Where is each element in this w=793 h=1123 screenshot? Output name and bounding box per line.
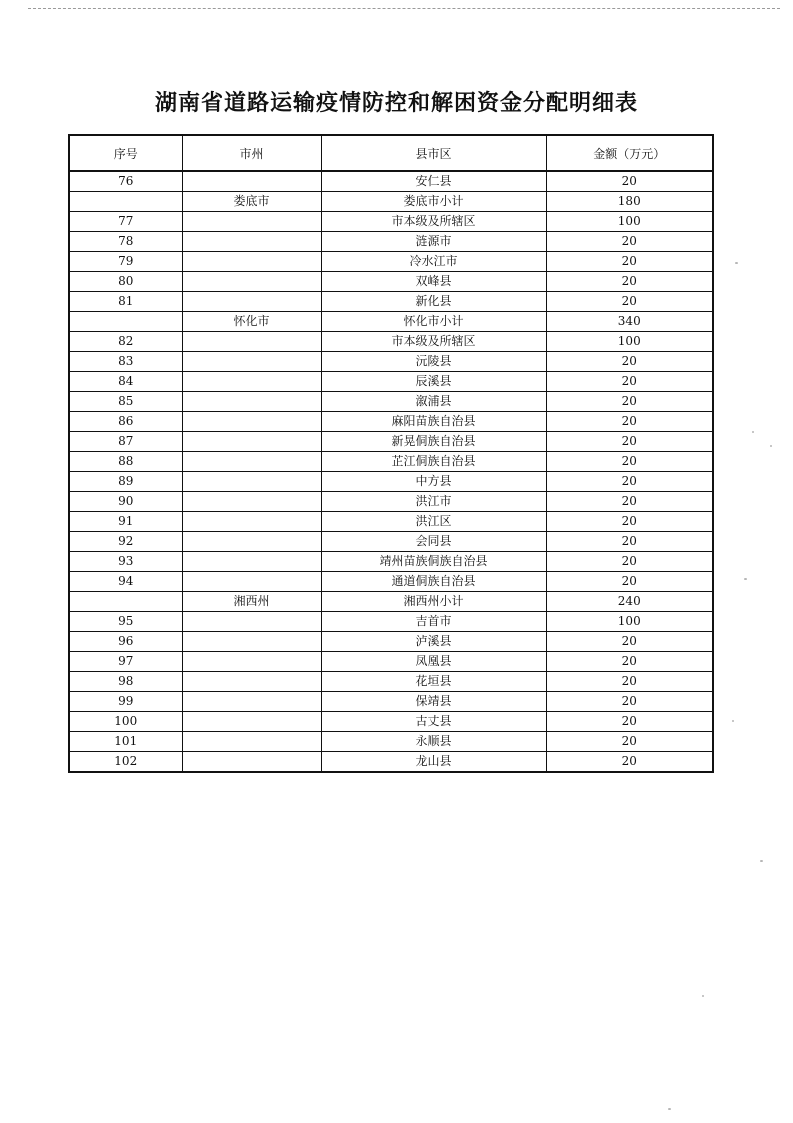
- county-cell: 怀化市小计: [321, 312, 546, 332]
- county-cell: 泸溪县: [321, 632, 546, 652]
- county-cell: 凤凰县: [321, 652, 546, 672]
- table-row: [69, 712, 713, 732]
- amount-cell: 20: [546, 692, 713, 712]
- table-row: [69, 192, 713, 212]
- table-row: [69, 732, 713, 752]
- county-cell: 洪江市: [321, 492, 546, 512]
- serial-number-cell: 93: [69, 552, 182, 572]
- header-amount: 金额（万元）: [546, 135, 713, 171]
- serial-number-cell: [69, 592, 182, 612]
- county-cell: 中方县: [321, 472, 546, 492]
- serial-number-cell: 83: [69, 352, 182, 372]
- city-cell: [182, 492, 321, 512]
- amount-cell: 20: [546, 392, 713, 412]
- serial-number-cell: 92: [69, 532, 182, 552]
- amount-cell: 20: [546, 432, 713, 452]
- amount-cell: 100: [546, 332, 713, 352]
- county-cell: 会同县: [321, 532, 546, 552]
- county-cell: 芷江侗族自治县: [321, 452, 546, 472]
- county-cell: 花垣县: [321, 672, 546, 692]
- county-cell: 沅陵县: [321, 352, 546, 372]
- amount-cell: 20: [546, 292, 713, 312]
- serial-number-cell: [69, 192, 182, 212]
- serial-number-cell: [69, 312, 182, 332]
- city-cell: [182, 632, 321, 652]
- county-cell: 古丈县: [321, 712, 546, 732]
- serial-number-cell: 100: [69, 712, 182, 732]
- amount-cell: 20: [546, 472, 713, 492]
- county-cell: 冷水江市: [321, 252, 546, 272]
- serial-number-cell: 89: [69, 472, 182, 492]
- amount-cell: 20: [546, 171, 713, 192]
- table-row: [69, 272, 713, 292]
- scan-speck: [702, 995, 704, 997]
- table-row: [69, 492, 713, 512]
- serial-number-cell: 85: [69, 392, 182, 412]
- city-cell: [182, 171, 321, 192]
- table-row: [69, 632, 713, 652]
- amount-cell: 20: [546, 252, 713, 272]
- county-cell: 保靖县: [321, 692, 546, 712]
- amount-cell: 340: [546, 312, 713, 332]
- amount-cell: 20: [546, 552, 713, 572]
- serial-number-cell: 79: [69, 252, 182, 272]
- amount-cell: 20: [546, 712, 713, 732]
- table-row: [69, 612, 713, 632]
- county-cell: 溆浦县: [321, 392, 546, 412]
- table-row: [69, 692, 713, 712]
- city-cell: [182, 712, 321, 732]
- scan-speck: [668, 1108, 671, 1110]
- city-cell: [182, 232, 321, 252]
- table-row: [69, 672, 713, 692]
- county-cell: 安仁县: [321, 171, 546, 192]
- serial-number-cell: 87: [69, 432, 182, 452]
- amount-cell: 20: [546, 732, 713, 752]
- county-cell: 永顺县: [321, 732, 546, 752]
- city-cell: [182, 512, 321, 532]
- county-cell: 市本级及所辖区: [321, 332, 546, 352]
- serial-number-cell: 99: [69, 692, 182, 712]
- city-cell: [182, 652, 321, 672]
- serial-number-cell: 84: [69, 372, 182, 392]
- city-cell: [182, 432, 321, 452]
- table-row: [69, 412, 713, 432]
- serial-number-cell: 91: [69, 512, 182, 532]
- table-row: [69, 312, 713, 332]
- county-cell: 新晃侗族自治县: [321, 432, 546, 452]
- header-county: 县市区: [321, 135, 546, 171]
- serial-number-cell: 94: [69, 572, 182, 592]
- city-cell: [182, 392, 321, 412]
- table-row: [69, 572, 713, 592]
- table-header-row: [69, 135, 713, 171]
- serial-number-cell: 97: [69, 652, 182, 672]
- city-cell: [182, 752, 321, 773]
- amount-cell: 100: [546, 612, 713, 632]
- scan-speck: [744, 578, 747, 580]
- table-row: [69, 332, 713, 352]
- page-title: 湖南省道路运输疫情防控和解困资金分配明细表: [154, 90, 638, 116]
- table-row: [69, 452, 713, 472]
- serial-number-cell: 76: [69, 171, 182, 192]
- scan-speck: [752, 431, 754, 433]
- county-cell: 双峰县: [321, 272, 546, 292]
- table-row: [69, 432, 713, 452]
- serial-number-cell: 77: [69, 212, 182, 232]
- city-cell: [182, 552, 321, 572]
- amount-cell: 20: [546, 632, 713, 652]
- serial-number-cell: 98: [69, 672, 182, 692]
- county-cell: 市本级及所辖区: [321, 212, 546, 232]
- amount-cell: 20: [546, 532, 713, 552]
- amount-cell: 100: [546, 212, 713, 232]
- scan-speck: [732, 720, 734, 722]
- table-row: [69, 232, 713, 252]
- county-cell: 涟源市: [321, 232, 546, 252]
- table-row: [69, 532, 713, 552]
- scan-speck: [770, 445, 772, 447]
- serial-number-cell: 95: [69, 612, 182, 632]
- serial-number-cell: 90: [69, 492, 182, 512]
- table-row: [69, 652, 713, 672]
- serial-number-cell: 88: [69, 452, 182, 472]
- county-cell: 新化县: [321, 292, 546, 312]
- city-cell: [182, 372, 321, 392]
- serial-number-cell: 80: [69, 272, 182, 292]
- city-cell: [182, 332, 321, 352]
- scan-speck: [735, 262, 738, 264]
- table-row: [69, 171, 713, 192]
- county-cell: 娄底市小计: [321, 192, 546, 212]
- amount-cell: 20: [546, 372, 713, 392]
- city-cell: 娄底市: [182, 192, 321, 212]
- serial-number-cell: 78: [69, 232, 182, 252]
- serial-number-cell: 96: [69, 632, 182, 652]
- scan-speck: [760, 860, 763, 862]
- table-row: [69, 372, 713, 392]
- county-cell: 通道侗族自治县: [321, 572, 546, 592]
- city-cell: [182, 212, 321, 232]
- scan-top-rule: [28, 8, 780, 9]
- city-cell: [182, 672, 321, 692]
- table-row: [69, 752, 713, 773]
- amount-cell: 20: [546, 572, 713, 592]
- city-cell: [182, 612, 321, 632]
- table-row: [69, 512, 713, 532]
- allocation-table: [68, 134, 714, 773]
- city-cell: [182, 572, 321, 592]
- table-body: [69, 171, 713, 772]
- city-cell: [182, 732, 321, 752]
- city-cell: [182, 292, 321, 312]
- city-cell: [182, 352, 321, 372]
- city-cell: [182, 692, 321, 712]
- county-cell: 湘西州小计: [321, 592, 546, 612]
- city-cell: [182, 412, 321, 432]
- serial-number-cell: 82: [69, 332, 182, 352]
- serial-number-cell: 101: [69, 732, 182, 752]
- amount-cell: 180: [546, 192, 713, 212]
- table-row: [69, 552, 713, 572]
- serial-number-cell: 81: [69, 292, 182, 312]
- county-cell: 龙山县: [321, 752, 546, 773]
- county-cell: 麻阳苗族自治县: [321, 412, 546, 432]
- city-cell: [182, 452, 321, 472]
- header-city: 市州: [182, 135, 321, 171]
- header-serial-number: 序号: [69, 135, 182, 171]
- city-cell: 湘西州: [182, 592, 321, 612]
- table-row: [69, 592, 713, 612]
- serial-number-cell: 102: [69, 752, 182, 773]
- amount-cell: 20: [546, 452, 713, 472]
- county-cell: 靖州苗族侗族自治县: [321, 552, 546, 572]
- amount-cell: 20: [546, 752, 713, 773]
- county-cell: 吉首市: [321, 612, 546, 632]
- amount-cell: 20: [546, 652, 713, 672]
- table-row: [69, 352, 713, 372]
- amount-cell: 20: [546, 512, 713, 532]
- table-row: [69, 252, 713, 272]
- city-cell: [182, 532, 321, 552]
- amount-cell: 240: [546, 592, 713, 612]
- table-row: [69, 472, 713, 492]
- amount-cell: 20: [546, 272, 713, 292]
- city-cell: [182, 472, 321, 492]
- table-row: [69, 392, 713, 412]
- amount-cell: 20: [546, 492, 713, 512]
- city-cell: [182, 252, 321, 272]
- amount-cell: 20: [546, 352, 713, 372]
- city-cell: 怀化市: [182, 312, 321, 332]
- county-cell: 辰溪县: [321, 372, 546, 392]
- table-row: [69, 292, 713, 312]
- city-cell: [182, 272, 321, 292]
- serial-number-cell: 86: [69, 412, 182, 432]
- table-row: [69, 212, 713, 232]
- county-cell: 洪江区: [321, 512, 546, 532]
- amount-cell: 20: [546, 672, 713, 692]
- amount-cell: 20: [546, 232, 713, 252]
- amount-cell: 20: [546, 412, 713, 432]
